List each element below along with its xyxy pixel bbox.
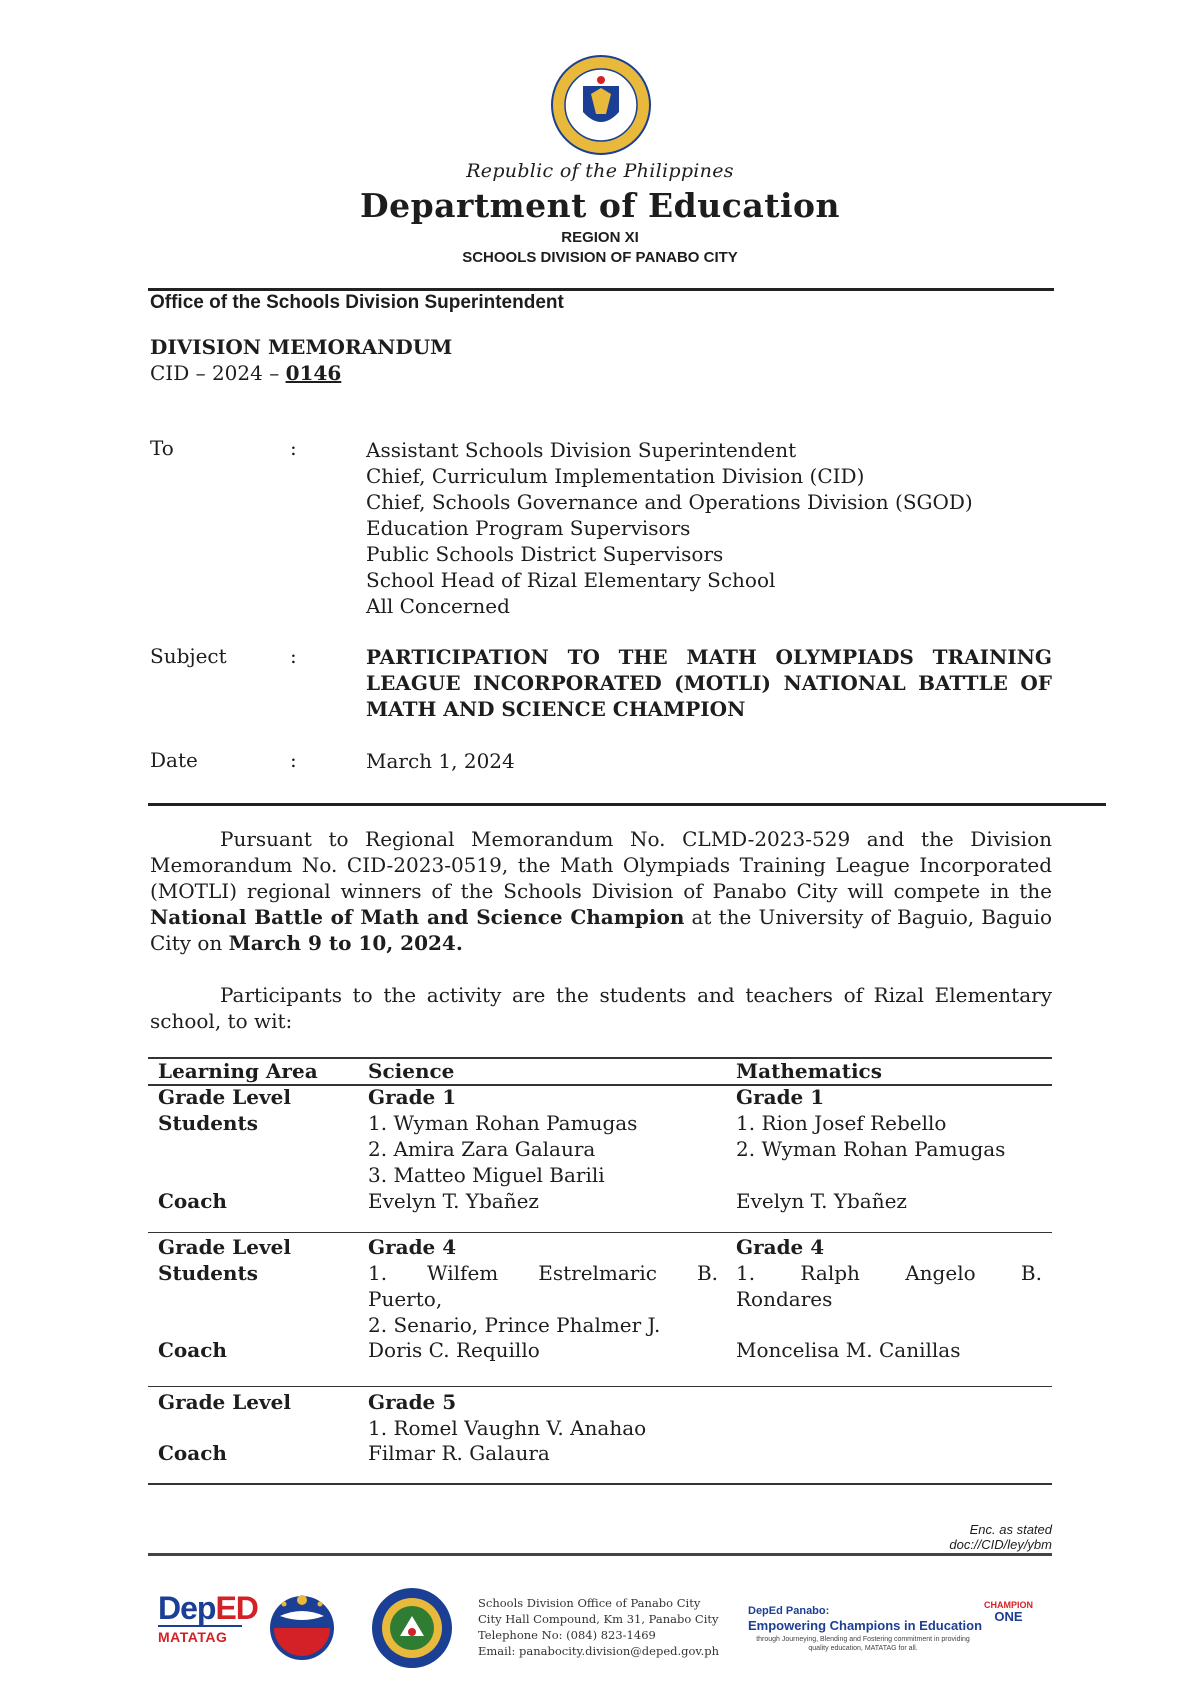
motto-subtext: through Journeying, Blending and Fostering commitment in providing quality education, MATATAG for all. [756,1636,970,1652]
recipient-item: Public Schools District Supervisors [366,542,724,566]
office-name: Office of the Schools Division Superintendent [150,292,564,313]
motto-org: DepEd Panabo: [748,1605,830,1617]
students-label: Students [158,1261,258,1285]
coach-label: Coach [158,1441,227,1465]
event-dates: March 9 to 10, 2024. [228,931,463,955]
department-heading: Department of Education [359,186,840,225]
student-name: 1. Wilfem Estrelmaric B. [368,1261,718,1285]
science-students [368,1260,718,1338]
student-name: 1. Ralph Angelo B. [736,1261,1042,1285]
science-grade: Grade 5 [368,1390,457,1414]
grade-level-label: Grade Level [158,1085,291,1109]
coach-label: Coach [158,1338,227,1362]
student-name: 3. Matteo Miguel Barili [368,1163,605,1187]
republic-heading: Republic of the Philippines [466,160,734,182]
date-label: Date [150,748,198,772]
deped-wordmark [158,1590,258,1627]
student-name-continued: Puerto, [368,1287,443,1311]
date-value: March 1, 2024 [366,749,515,773]
recipient-item: Assistant Schools Division Superintendent [366,438,797,462]
grade-level-label: Grade Level [158,1235,291,1259]
subject-line: PARTICIPATION TO THE MATH OLYMPIADS TRAINING [366,645,1052,669]
contact-email: Email: panabocity.division@deped.gov.ph [478,1644,719,1658]
student-name-continued: Rondares [736,1287,833,1311]
footer-divider [148,1553,1052,1556]
math-students [736,1110,1005,1162]
memo-number [150,361,341,385]
paragraph-text: Participants to the activity are the students and teachers of Rizal Elementary school, to wit: [150,983,1052,1033]
student-name: 2. Wyman Rohan Pamugas [736,1137,1006,1161]
coach-label: Coach [158,1189,227,1213]
student-name: 1. Romel Vaughn V. Anahao [368,1416,647,1440]
math-grade: Grade 4 [736,1235,825,1259]
event-name: National Battle of Math and Science Champion [150,905,685,929]
math-coach: Moncelisa M. Canillas [736,1338,961,1362]
deped-seal-logo [550,54,652,156]
date-colon: : [290,748,297,772]
contact-line: Schools Division Office of Panabo City [478,1596,701,1610]
enclosure-note [949,1522,1052,1552]
enclosure-line: Enc. as stated [969,1522,1052,1537]
recipient-item: Chief, Schools Governance and Operations Division (SGOD) [366,490,973,514]
champion-one-logo [984,1600,1033,1623]
group-divider [148,1386,1052,1387]
recipient-list [366,437,973,619]
math-students [736,1260,1042,1312]
student-name: 2. Senario, Prince Phalmer J. [368,1313,661,1337]
contact-line: City Hall Compound, Km 31, Panabo City [478,1612,719,1626]
subject-colon: : [290,644,297,668]
subject-text [366,644,1052,722]
body-paragraph-1 [150,826,1052,956]
contact-line: Telephone No: (084) 823-1469 [478,1628,656,1642]
science-students [368,1415,646,1441]
memo-number-prefix: CID – 2024 – [150,361,286,385]
paragraph-text: Pursuant to Regional Memorandum No. CLMD-2023-529 and the Division Memorandum No. CID-2023-0519, the Math Olympiads Training League Incorporated (MOTLI) regional winners of the Schools Division of Panabo City will compete in the [150,827,1052,903]
header-learning-area: Learning Area [158,1059,318,1083]
header-divider [148,288,1054,291]
math-coach: Evelyn T. Ybañez [736,1189,907,1213]
division-panabo-seal [370,1586,454,1670]
motto-tagline: Empowering Champions in Education [748,1618,983,1633]
header-mathematics: Mathematics [736,1059,882,1083]
body-paragraph-2 [150,982,1052,1034]
recipient-item: All Concerned [366,594,510,618]
division-heading: SCHOOLS DIVISION OF PANABO CITY [462,249,738,266]
student-name: 1. Rion Josef Rebello [736,1111,947,1135]
deped-wordmark-b: ED [215,1590,258,1626]
champion-wordmark: CHAMPION [984,1600,1033,1610]
paragraph-text: at the University of Baguio, Baguio City on [150,905,1053,955]
recipient-item: School Head of Rizal Elementary School [366,568,776,592]
subject-line: MATH AND SCIENCE CHAMPION [366,697,746,721]
subject-label: Subject [150,644,227,668]
letterhead [0,160,1200,266]
to-colon: : [290,436,297,460]
recipient-item: Chief, Curriculum Implementation Division (CID) [366,464,865,488]
science-grade: Grade 4 [368,1235,457,1259]
region-heading: REGION XI [561,229,639,246]
recipient-item: Education Program Supervisors [366,516,691,540]
student-name: 1. Wyman Rohan Pamugas [368,1111,638,1135]
grade-level-label: Grade Level [158,1390,291,1414]
deped-matatag-logo [158,1590,258,1670]
math-grade: Grade 1 [736,1085,825,1109]
bagong-pilipinas-logo [262,1588,342,1668]
memo-title: DIVISION MEMORANDUM [150,335,453,359]
deped-wordmark-a: Dep [158,1590,216,1626]
memo-number-value: 0146 [285,361,342,385]
one-wordmark: ONE [994,1609,1023,1624]
to-label: To [150,436,174,460]
subject-line: LEAGUE INCORPORATED (MOTLI) NATIONAL BATTLE OF [366,671,1052,695]
student-name: 2. Amira Zara Galaura [368,1137,596,1161]
document-reference: doc://CID/ley/ybm [949,1537,1052,1552]
science-students [368,1110,637,1188]
students-label: Students [158,1111,258,1135]
office-contact-info [478,1595,719,1659]
science-coach: Evelyn T. Ybañez [368,1189,539,1213]
section-divider [148,803,1106,806]
matatag-wordmark: MATATAG [158,1629,228,1645]
header-science: Science [368,1059,455,1083]
science-coach: Filmar R. Galaura [368,1441,550,1465]
table-bottom-rule [148,1483,1052,1485]
science-grade: Grade 1 [368,1085,457,1109]
group-divider [148,1232,1052,1233]
science-coach: Doris C. Requillo [368,1338,540,1362]
